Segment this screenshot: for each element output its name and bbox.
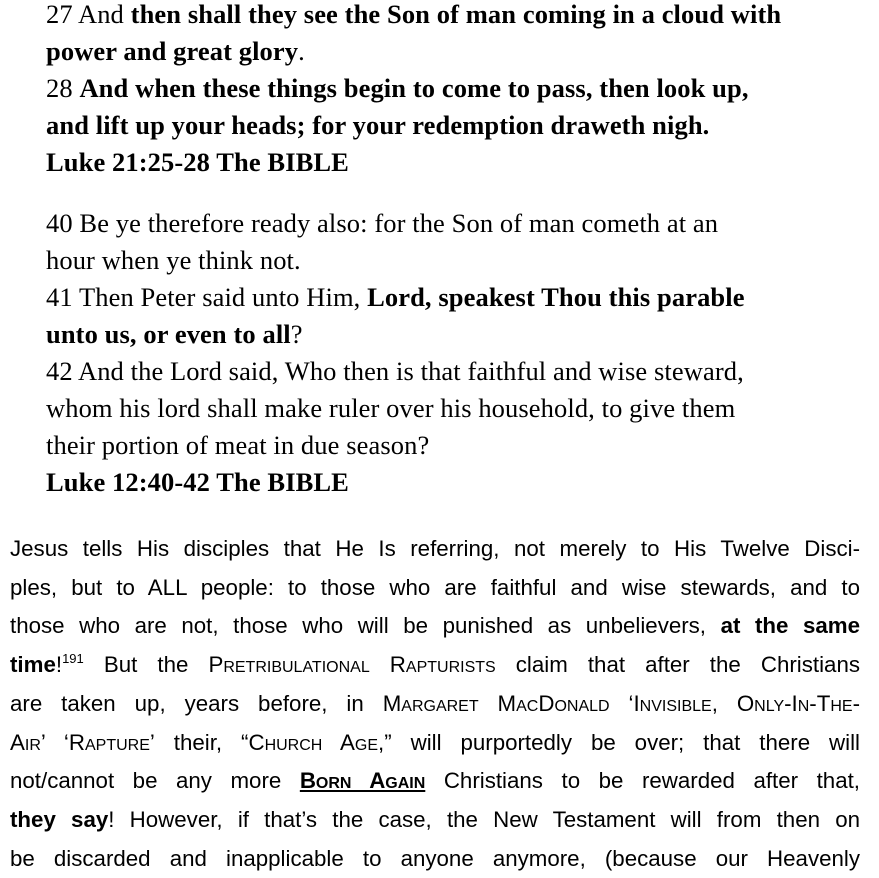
text-run: But the [83,652,209,678]
verse-27-line-2 [46,33,846,70]
verse-41-bold-text: Lord, speakest Thou this parable [367,282,745,312]
small-caps-term: Church Age, [248,729,385,755]
scripture-quote-luke-12 [46,205,846,501]
underlined-term: Born Again [299,768,426,794]
verse-42-line-1: 42 And the Lord said, Who then is that faithful and wise steward, [46,356,744,386]
verse-27-number: 27 And [46,0,131,29]
text-run: are taken up, years before, in [10,690,383,716]
text-run: Christians to be rewarded after that, [425,768,860,794]
verse-40-line-2: hour when ye think not. [46,245,301,275]
small-caps-term: Pretribulational Rapturists [208,652,496,678]
verse-41-number: 41 Then Peter said unto Him, [46,282,368,312]
verse-41-line-1 [46,279,846,316]
text-run: ! However, if that’s the case, the New Testament will from then on [108,806,860,832]
paragraph-line [10,762,860,801]
verse-28-line-1 [46,70,846,107]
scripture-quote-luke-21 [46,0,846,181]
emphasis-text: at the same [720,613,861,639]
text-run: claim that after the Christians [495,652,860,678]
text-run: ! [55,652,63,678]
verse-28-number: 28 [46,73,80,103]
paragraph-line [10,646,860,685]
verse-42-line-2: whom his lord shall make ruler over his household, to give them [46,393,736,423]
verse-40-line-1: 40 Be ye therefore ready also: for the Son of man cometh at an [46,208,719,238]
paragraph-line: Jesus tells His disciples that He Is referring, not merely to His Twelve Disci- [10,536,860,561]
paragraph-line [10,801,860,840]
verse-27-line-1 [46,0,846,33]
verse-27-bold-text-cont: power and great glory [46,36,299,66]
paragraph-line: be discarded and inapplicable to anyone anymore, (because our Heavenly [10,845,860,871]
emphasis-text: time [10,652,56,678]
text-run: their, “ [154,729,249,755]
small-caps-term: Margaret MacDonald ‘Invisible, Only-In-The- [382,690,860,716]
verse-28-bold-text: And when these things begin to come to pass, then look up, [79,73,749,103]
verse-27-bold-text: then shall they see the Son of man coming in a cloud with [130,0,782,29]
text-run: those who are not, those who will be punished as unbelievers, [10,613,721,639]
paragraph-line [10,685,860,724]
text-run: not/cannot be any more [10,768,300,794]
small-caps-term: Air’ ‘Rapture’ [10,729,155,755]
footnote-marker[interactable]: 191 [62,651,84,667]
emphasis-text: they say [10,806,109,832]
text-run: ” will purportedly be over; that there will [384,729,861,755]
verse-41-end: ? [290,319,303,349]
verse-41-line-2 [46,316,846,353]
verse-28-line-2: and lift up your heads; for your redemption draweth nigh. [46,110,710,140]
paragraph-line [10,724,860,763]
body-paragraph [10,530,860,878]
verse-41-bold-text-cont: unto us, or even to all [46,319,291,349]
scripture-reference: Luke 21:25-28 The BIBLE [46,147,349,177]
scripture-reference: Luke 12:40-42 The BIBLE [46,467,349,497]
paragraph-line [10,607,860,646]
verse-27-end: . [298,36,305,66]
paragraph-line: ples, but to ALL people: to those who are faithful and wise stewards, and to [10,574,860,600]
verse-42-line-3: their portion of meat in due season? [46,430,430,460]
